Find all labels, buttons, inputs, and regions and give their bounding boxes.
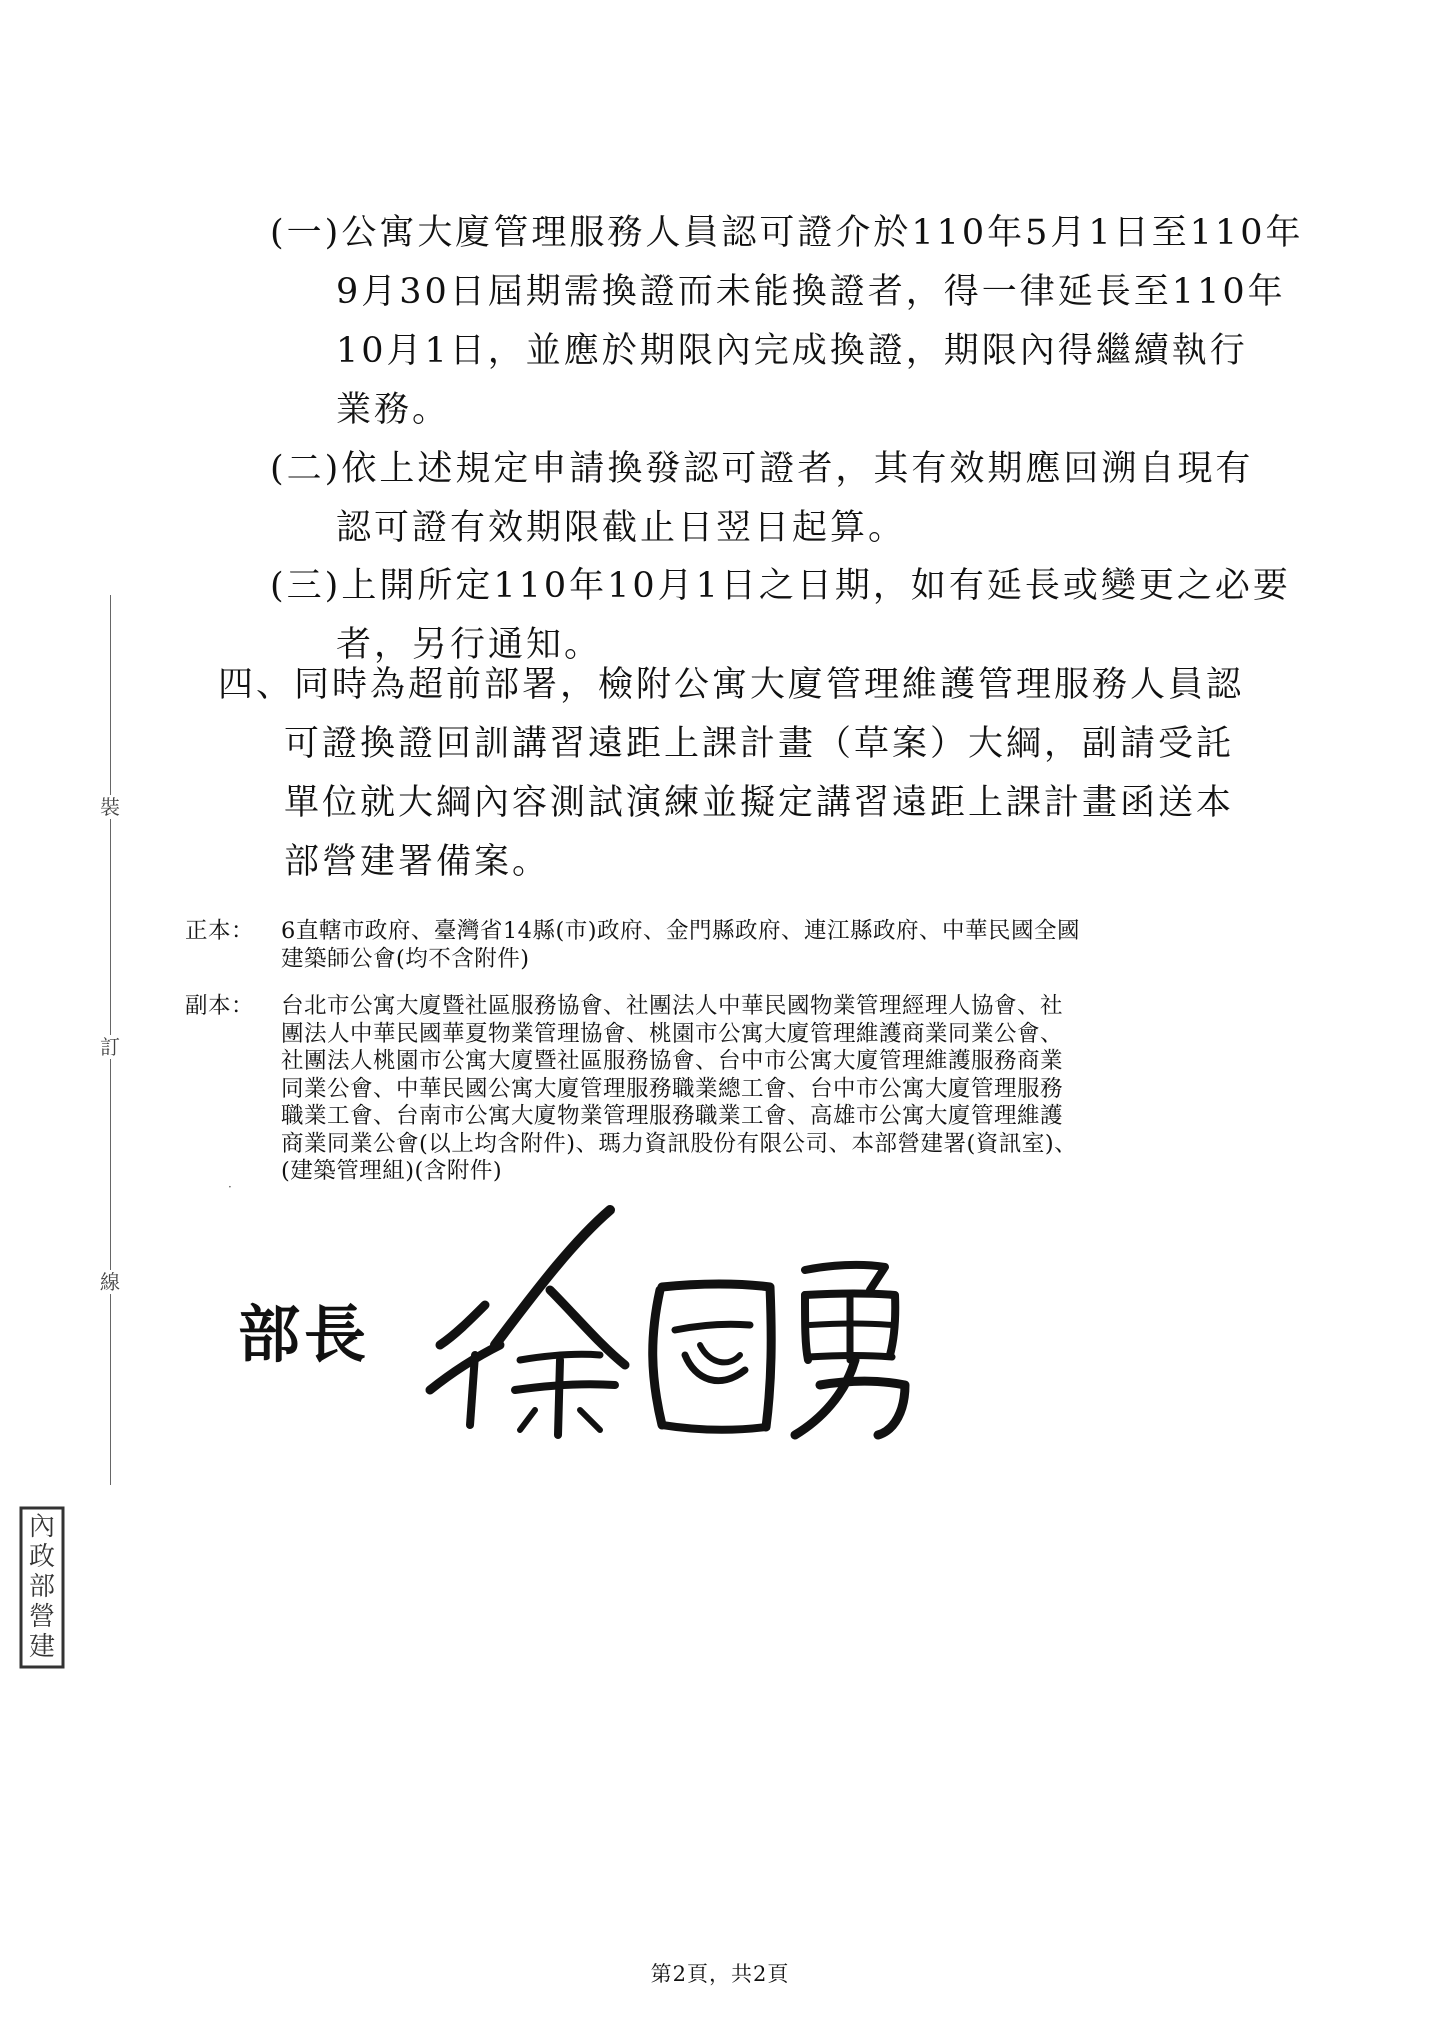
original-label: 正本： (185, 918, 255, 944)
item-4-line-3: 單位就大綱內容測試演練並擬定講習遠距上課計畫函送本 (284, 783, 1235, 823)
margin-dot: · (228, 1180, 232, 1194)
svg-text:內: 內 (28, 1512, 56, 1542)
copy-recipients (185, 993, 1295, 1186)
copy-label: 副本： (185, 993, 255, 1019)
copy-line-4: 同業公會、中華民國公寓大廈管理服務職業總工會、台中市公寓大廈管理服務 (281, 1075, 1064, 1102)
item-1 (270, 204, 1304, 440)
copy-line-2: 團法人中華民國華夏物業管理協會、桃園市公寓大廈管理維護商業同業公會、 (281, 1020, 1064, 1047)
item-4-line-1: 同時為超前部署，檢附公寓大廈管理維護管理服務人員認 (294, 665, 1245, 705)
item-1-line-2: 9月30日屆期需換證而未能換證者，得一律延長至110年 (336, 272, 1286, 312)
svg-text:營: 營 (28, 1602, 56, 1632)
item-3-number: (三) (270, 566, 342, 606)
item-2-number: (二) (270, 449, 342, 489)
item-3-line-1: 上開所定110年10月1日之日期，如有延長或變更之必要 (341, 566, 1291, 606)
official-seal-stamp (18, 1505, 66, 1670)
item-1-line-1: 公寓大廈管理服務人員認可證介於110年5月1日至110年 (341, 213, 1304, 253)
binding-char-ding: 訂 (94, 1035, 126, 1059)
page-number: 第2頁，共2頁 (650, 1962, 790, 1986)
item-4-number: 四、 (218, 665, 295, 705)
item-4-line-2: 可證換證回訓講習遠距上課計畫（草案）大綱，副請受託 (284, 724, 1235, 764)
item-4-line-4: 部營建署備案。 (284, 842, 551, 882)
copy-line-3: 社團法人桃園市公寓大廈暨社區服務協會、台中市公寓大廈管理維護服務商業 (281, 1048, 1064, 1074)
copy-line-5: 職業工會、台南市公寓大廈物業管理服務職業工會、高雄市公寓大廈管理維護 (281, 1103, 1064, 1129)
binding-char-xian: 線 (94, 1270, 126, 1294)
item-4 (218, 656, 1298, 892)
item-2 (270, 440, 1300, 558)
item-2-line-1: 依上述規定申請換發認可證者，其有效期應回溯自現有 (341, 449, 1254, 489)
item-1-line-4: 業務。 (336, 390, 451, 430)
item-1-line-3: 10月1日，並應於期限內完成換證，期限內得繼續執行 (336, 331, 1248, 371)
original-recipients (185, 918, 1295, 973)
binding-char-zhuang: 裝 (94, 795, 126, 819)
copy-line-7: (建築管理組)(含附件) (281, 1158, 503, 1184)
svg-text:政: 政 (28, 1542, 56, 1572)
svg-text:部: 部 (28, 1572, 56, 1602)
svg-text:建: 建 (28, 1632, 56, 1662)
original-line-1: 6直轄市政府、臺灣省14縣(市)政府、金門縣政府、連江縣政府、中華民國全國 (281, 918, 1081, 944)
original-line-2: 建築師公會(均不含附件) (281, 945, 530, 972)
copy-line-6: 商業同業公會(以上均含附件)、瑪力資訊股份有限公司、本部營建署(資訊室)、 (281, 1130, 1078, 1157)
copy-line-1: 台北市公寓大廈暨社區服務協會、社團法人中華民國物業管理經理人協會、社 (281, 993, 1064, 1019)
minister-title: 部長 (238, 1298, 371, 1371)
handwritten-signature (400, 1195, 920, 1445)
item-1-number: (一) (270, 213, 342, 253)
item-2-line-2: 認可證有效期限截止日翌日起算。 (336, 508, 907, 548)
item-3-line-2: 者，另行通知。 (336, 625, 603, 665)
